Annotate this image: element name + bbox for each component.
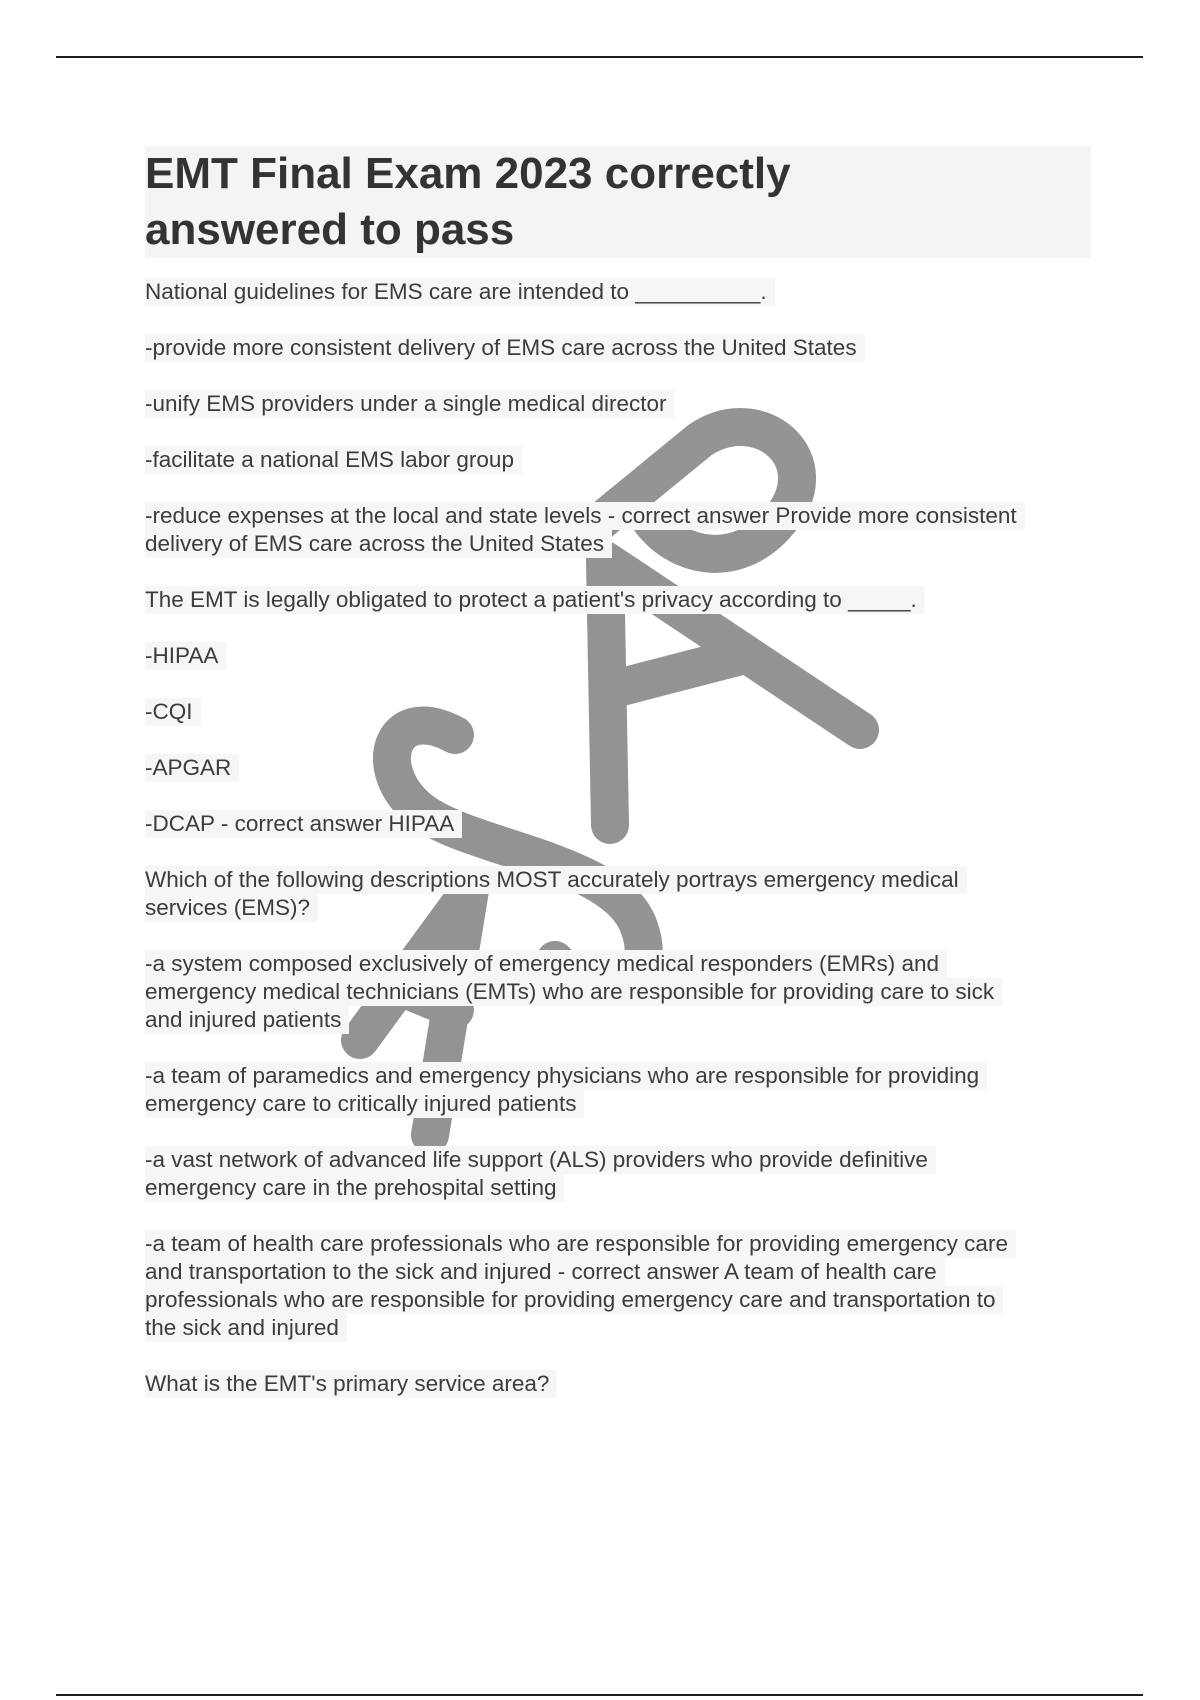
text-line: and injured patients	[145, 1006, 349, 1034]
text-block	[145, 698, 1091, 726]
title-line-1: EMT Final Exam 2023 correctly	[145, 149, 791, 198]
text-line: -a team of paramedics and emergency physicians who are responsible for providing	[145, 1062, 987, 1090]
text-line: -a team of health care professionals who are responsible for providing emergency care	[145, 1230, 1016, 1258]
text-block	[145, 1230, 1091, 1342]
text-line: National guidelines for EMS care are intended to __________.	[145, 278, 775, 306]
text-block	[145, 502, 1091, 558]
text-line: -provide more consistent delivery of EMS care across the United States	[145, 334, 865, 362]
text-line: -CQI	[145, 698, 201, 726]
text-block	[145, 950, 1091, 1034]
text-line: What is the EMT's primary service area?	[145, 1370, 557, 1398]
text-line: and transportation to the sick and injured - correct answer A team of health care	[145, 1258, 945, 1286]
document-body	[145, 146, 1091, 1426]
text-line: -APGAR	[145, 754, 239, 782]
question-list	[145, 278, 1091, 1398]
text-line: -reduce expenses at the local and state levels - correct answer Provide more consistent	[145, 502, 1025, 530]
text-block	[145, 390, 1091, 418]
text-block	[145, 334, 1091, 362]
text-block	[145, 1146, 1091, 1202]
text-block	[145, 754, 1091, 782]
text-line: emergency care in the prehospital setting	[145, 1174, 564, 1202]
text-block	[145, 278, 1091, 306]
text-line: -a system composed exclusively of emergency medical responders (EMRs) and	[145, 950, 947, 978]
text-block	[145, 446, 1091, 474]
title-line-2: answered to pass	[145, 205, 515, 254]
top-rule	[56, 56, 1143, 58]
text-line: -DCAP - correct answer HIPAA	[145, 810, 462, 838]
text-block	[145, 810, 1091, 838]
text-block	[145, 1370, 1091, 1398]
text-block	[145, 866, 1091, 922]
text-line: professionals who are responsible for providing emergency care and transportation to	[145, 1286, 1003, 1314]
text-line: -unify EMS providers under a single medical director	[145, 390, 674, 418]
text-line: -a vast network of advanced life support (ALS) providers who provide definitive	[145, 1146, 936, 1174]
text-line: services (EMS)?	[145, 894, 318, 922]
text-line: delivery of EMS care across the United States	[145, 530, 612, 558]
text-line: The EMT is legally obligated to protect a patient's privacy according to _____.	[145, 586, 925, 614]
text-line: Which of the following descriptions MOST accurately portrays emergency medical	[145, 866, 967, 894]
bottom-rule	[56, 1694, 1143, 1696]
text-block	[145, 586, 1091, 614]
text-line: emergency care to critically injured patients	[145, 1090, 584, 1118]
text-block	[145, 1062, 1091, 1118]
text-line: the sick and injured	[145, 1314, 347, 1342]
text-line: emergency medical technicians (EMTs) who are responsible for providing care to sick	[145, 978, 1002, 1006]
text-line: -HIPAA	[145, 642, 226, 670]
text-block	[145, 642, 1091, 670]
document-title	[145, 146, 1091, 258]
text-line: -facilitate a national EMS labor group	[145, 446, 522, 474]
